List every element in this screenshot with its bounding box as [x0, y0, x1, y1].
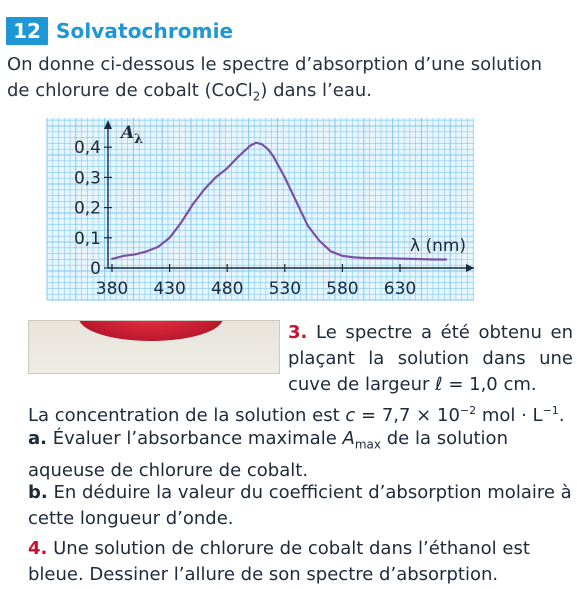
question-b-label: b. [28, 482, 48, 503]
red-solution-illustration [79, 320, 223, 341]
formula-subscript: 2 [252, 89, 261, 104]
question-b-text: En déduire la valeur du coefficient d’absorption molaire à cette longueur d’onde. [28, 482, 572, 529]
amax-subscript: max [354, 437, 381, 452]
question-4-text: Une solution de chlorure de cobalt dans l’éthanol est bleue. Dessiner l’allure de son spectre d’absorption. [28, 538, 530, 585]
amax-variable: A [342, 428, 355, 449]
question-3-number: 3. [288, 322, 308, 343]
x-tick-label: 580 [326, 279, 359, 299]
x-tick-label: 630 [383, 279, 417, 299]
question-3-text: Le spectre a été obtenu en plaçant la solution dans une cuve de largeur [288, 322, 573, 395]
question-4-number: 4. [28, 538, 48, 559]
concentration-unit: mol · L [481, 405, 543, 426]
y-tick-label: 0 [90, 259, 101, 279]
question-a-label: a. [28, 428, 47, 449]
exercise-number: 12 [6, 17, 48, 45]
concentration-statement [28, 398, 573, 429]
question-3-value: = 1,0 cm. [448, 374, 537, 395]
question-a-end: de la solution aqueuse de chlorure de cobalt. [28, 428, 508, 481]
y-tick-label: 0,3 [73, 168, 101, 189]
concentration-end: . [558, 405, 565, 426]
solution-photo [28, 320, 280, 374]
x-axis-label: λ (nm) [410, 236, 467, 256]
question-a [28, 426, 573, 484]
x-tick-label: 380 [95, 279, 129, 299]
x-tick-label: 530 [268, 279, 302, 299]
concentration-text: La concentration de la solution est [28, 405, 340, 426]
x-tick-label: 430 [153, 279, 186, 299]
y-tick-label: 0,1 [73, 228, 101, 249]
y-tick-label: 0,4 [73, 138, 101, 159]
y-axis-label-subscript: λ [134, 132, 144, 147]
concentration-value: = 7,7 × 10 [361, 405, 460, 426]
intro-line-1: On donne ci-dessous le spectre d’absorption d’une solution [7, 54, 543, 75]
question-b [28, 480, 573, 532]
exercise-title: Solvatochromie [56, 19, 234, 43]
concentration-variable: c [345, 405, 356, 426]
y-tick-label: 0,2 [73, 198, 101, 219]
width-variable: ℓ [435, 374, 443, 395]
concentration-exponent: −2 [459, 404, 477, 417]
question-4 [28, 536, 573, 588]
intro-line-2-start: de chlorure de cobalt (CoCl [7, 80, 253, 101]
intro-line-2-end: ) dans l’eau. [260, 80, 373, 101]
question-a-text: Évaluer l’absorbance maximale [52, 428, 337, 449]
unit-exponent: −1 [542, 404, 559, 417]
x-tick-label: 480 [210, 279, 244, 299]
y-axis-label: A [121, 123, 135, 143]
question-3 [288, 320, 573, 398]
